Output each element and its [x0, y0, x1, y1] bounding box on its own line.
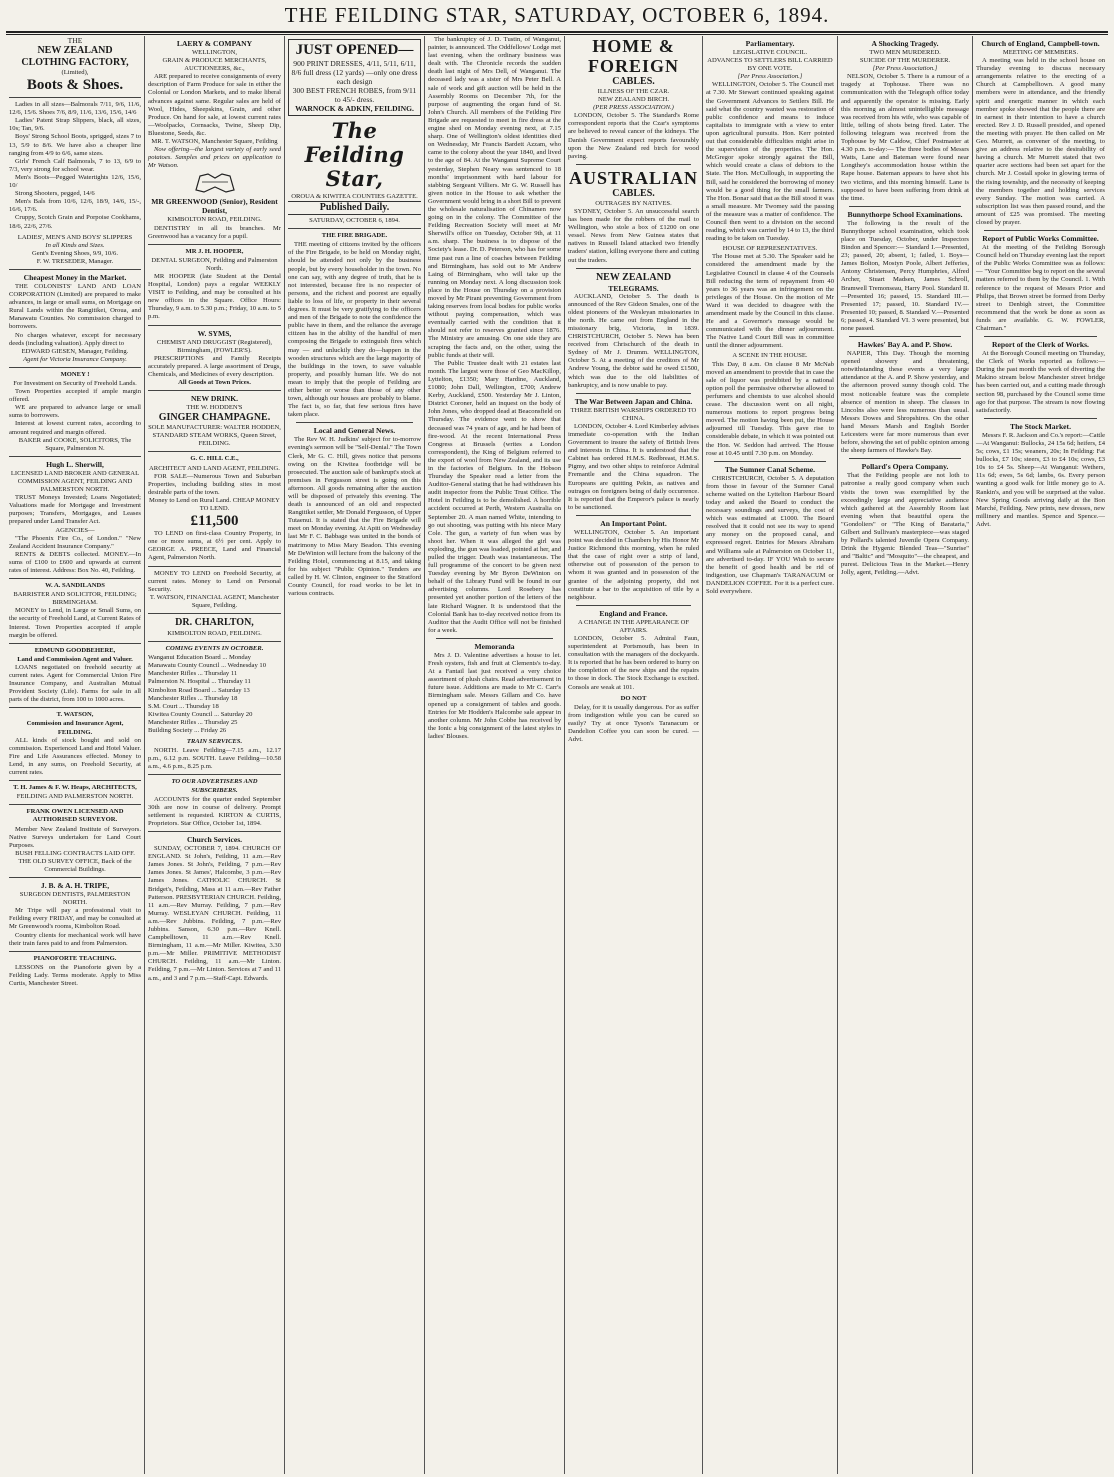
clerk-works-text: At the Borough Council meeting on Thursday, the Clerk of Works reported as follows:—During the past month the work of diverting the Makino stream below Manchester street bridge has been carried out, and a cutting made through section 98, purchased by the Council some time ago for that purpose. The stream is now flowing satisfactorily.: [976, 350, 1105, 414]
england-france-text: LONDON, October 5. Admiral Faun, superintendent at Portsmouth, has been in consultation with the managers of the dockyards. It is reported that he has been ordered to hurry on the completion of the new ships and the repairs to those in dock. The Stock Exchange is excited. Consols are weak at 101.: [568, 634, 699, 691]
pollard-text: That the Feilding people are not loth to patronise a really good company when such visits the town was exemplified by the exceedingly large and appreciative audience which gathered at the Assembly Room last evening when that beautiful opera the "Gondoliers" or "The King of Barataria," Gilbert and Sullivan's masterpiece—was staged by Pollard's talented Juvenile Opera Company. Drink the Hygenic Blended Teas—"Sunrise" and "Baltic" and "Mosquito"—the cheapest, and purest. Delicious Teas in the Market.—Henry Jolly, agent, Feilding.—Advt.: [841, 472, 969, 577]
advertisers-heading: TO OUR ADVERTISERS AND SUBSCRIBERS.: [171, 778, 258, 794]
divider: [148, 613, 281, 614]
divider: [576, 393, 691, 394]
advances-heading: ADVANCES TO SETTLERS BILL CARRIED BY ONE VOTE.: [707, 57, 833, 73]
masthead-rule: [6, 31, 1108, 33]
tripe-text: Mr Tripe will pay a professional visit to Feilding every FRIDAY, and may be consulted at Mr Greenwood's rooms, Kimbolton Road.: [9, 907, 141, 931]
czar-heading: ILLNESS OF THE CZAR.: [597, 88, 670, 95]
factory-name: NEW ZEALAND CLOTHING FACTORY,: [21, 45, 129, 68]
money-text: For Investment on Security of Freehold Lands.: [13, 380, 137, 387]
divider: [576, 515, 691, 516]
column-8: [972, 36, 1108, 1474]
giesen-signature: EDWARD GIESEN, Manager, Feilding.: [21, 347, 129, 355]
do-not-heading: DO NOT: [620, 694, 647, 702]
tragedy-text: NELSON, October 5. There is a rumour of a tragedy at Tophouse. There was no communication with the Telegraph office today and apparently the operator is missing. Early this morning an almost unintelligible message was received from his wife, who was capable of little, telling of shots being fired. Later. The following telegram was received from the Tophouse by Mr Caldow, Chief Postmaster at 4.30 p.m. to-day:— The three bodies of Messrs Watts, Lane and Bateman were found near Longthey's accommodation house within the Rape house. Bateman appears to have shot his two victims, and this morning himself. Lane is supposed to have been suffering from drink at the time.: [841, 73, 969, 202]
public-works-text: At the meeting of the Feilding Borough Council held on Thursday evening last the report of the Public Works Committee was as follows:— "Your Committee beg to report on the several matters referred to them by the Council. 1. With reference to the request of Messrs Prior and Philips, that Brown street be formed from Derby street to Denbigh street, the Committee recommend that the work be done as soon as funds are available. G. W. FOWLER, Chairman.": [976, 244, 1105, 332]
bunnythorpe-heading: Bunnythorpe School Examinations.: [847, 209, 963, 219]
factory-limited: (Limited),: [61, 69, 89, 76]
house-text: The House met at 5.30. The Speaker said he considered the amendment made by the Legislative Council in clause 4 of the Counsels Bill reducing the term of repayment from 40 years to 36 years was an infringement on the privileges of the House. On the motion of Mr Ward it was decided to disagree with the amendment made by the Council in this clause. He and a Governor's message would be communicated with the dinner adjournment. The Native Land Court Bill was in committee until the dinner adjournment.: [706, 253, 834, 350]
rents-text: RENTS & DEBTS collected. MONEY.—In sums of £100 to £600 and upwards at current rates of interest. Address: Box No. 40, Feilding.: [9, 550, 141, 574]
press-association: [Per Press Association.]: [872, 65, 938, 73]
freehold-text: MONEY TO LEND on Freehold Security, at current rates. Money to Lend on Personal Security.: [148, 569, 281, 593]
nz-heading: NEW ZEALAND: [595, 271, 672, 283]
boots-line: Men's Bals from 10/6, 12/6, 18/9, 14/6, 15/-, 16/6, 17/6.: [9, 198, 141, 214]
birch-text: LONDON, October 5. The Standard's Rome correspondent reports that the Czar's symptoms are believed to reveal cancer of the kidneys. The Danish Government expect reports favourably upon the New Zealand red birch for wood paving.: [568, 112, 699, 160]
hooper-name: MR J. H. HOOPER,: [185, 247, 244, 255]
memoranda-text: Mrs J. D. Valentine advertises a house to let. Fresh oysters, fish and fruit at Clements's to-day. At a Fantail last just received a very choice assortment of plush chairs. Read advertisement in future issue. Additions are made to Mr C. Carr's Birmingham sale. Messrs Gillam and Co. have opened up a consignment of tables and goods. Entries for Mr Hodden's Halcombe sale appear in another column. Mr John Cobbe has received by the Ionic a big consignment of the latest styles in ladies' Blouses.: [428, 651, 561, 740]
laery-name: LAERY & COMPANY: [176, 39, 253, 48]
column-4: [424, 36, 564, 1474]
frank-sub: Member New Zealand Institute of Surveyors. Native Surveys undertaken for Land Court Purposes.: [9, 825, 141, 849]
sole-manufacturer: SOLE MANUFACTURER: WALTER HODDEN, STANDARD STEAM WORKS, Queen Street, FEILDING.: [148, 424, 281, 448]
newspaper-flag: The Feilding Star,: [304, 118, 405, 191]
press-association: [Per Press Association.]: [737, 73, 803, 81]
syms-sub: CHEMIST AND DRUGGIST (Registered), Birmingham, (FOWLER'S).: [156, 338, 273, 354]
important-point-text: WELLINGTON, October 5. An important point was decided in Chambers by His Honor Mr Justice Richmond this morning, when he ruled that the case of right over a strip of land, otherwise out of possession of the person to whom it was granted and in possession of the grantee of the adjoining property, did not constitute a bar to the acquisition of title by a neighbour.: [568, 528, 699, 601]
eleven-thousand: £11,500: [190, 513, 239, 530]
divider: [148, 831, 281, 832]
divider: [849, 458, 961, 459]
divider: [288, 228, 421, 229]
pollard-heading: Pollard's Opera Company.: [861, 462, 949, 472]
legislative-council-heading: LEGISLATIVE COUNCIL.: [732, 49, 808, 56]
dentistry-text: DENTISTRY in all its branches. Mr Greenwood has a vacancy for a pupil.: [148, 224, 281, 240]
divider: [148, 244, 281, 245]
hill-name: G. C. HILL C.E.,: [190, 455, 239, 463]
scene-text: This Day, 8 a.m. On clause 8 Mr McNab moved an amendment to provide that in case the sale of liquor was prohibited by a national option poll the permissive otherwise allowed to perfumers and chemists to use alcohol should cease. The discussion went on all night, numerous motions to report progress being moved. The motion having been put, the House adjourned till Tuesday. This gave rise to considerable debate, in which it was pointed out the Hon. W. Seddon had arrived. The House rose at 10.45 until 7.30 p.m. on Monday.: [706, 360, 834, 457]
baker-cooke: BAKER and COOKE, SOLICITORS, The Square, Palmerston N.: [18, 436, 132, 452]
war-heading: The War Between Japan and China.: [574, 396, 693, 406]
accounts-text: ACCOUNTS for the quarter ended September 30th are now in course of delivery. Prompt settlement is requested. KIRTON & CURTIS, Proprietors. Star Office, October 1st, 1894.: [148, 795, 281, 827]
stock-market-text: Messrs F. R. Jackson and Co.'s report:—Cattle—At Wanganui: Bullocks, 24 15s 6d; heifers, £4 5s; cows, £1 15s; weaners, 20s; In Feilding: Fat bullocks, £7 10s; steers, £3 to £4 10s; cows, £3 10s to £4 5s. Sheep—At Wanganui: Wethers, 11s 6d; ewes, 5s 6d; lambs, 6s. Every person wanting a good walk for little money go to A. Rankin's, and you will be surprised at the value. New Spring Goods arriving daily at the Bon Marché, Feilding. New prints, new dresses, new millinery and mantles. Spence and Spence.—Advt.: [976, 431, 1105, 528]
divider: [9, 269, 141, 270]
divider: [148, 566, 281, 567]
divider: [576, 164, 691, 165]
factory-manager: F. W. TRESEDER, Manager.: [36, 257, 114, 265]
column-3: [284, 36, 424, 1474]
masthead: THE FEILDING STAR, SATURDAY, OCTOBER 6, 1894.: [284, 3, 830, 27]
town-properties: Town Properties accepted if ample margin offered.: [9, 388, 141, 404]
event-item: Manchester Rifles ... Thursday 18: [148, 694, 238, 702]
divider: [436, 638, 553, 639]
syms-name: W. SYMS,: [197, 328, 232, 338]
war-text: LONDON, October 4. Lord Kimberley advises immediate co-operation with the Indian Government to insure the safety of British lives and interests in China. It is understood that the Cabinet has ordered H.M.S. Redbreast, H.M.S. Pigmy, and two other ships to reinforce Admiral Fremantle and the China squadron. The Europeans are quitting Pekin, as natives and outrages on foreigners being of daily occurrence. It is reported that the Emperor's palace is nearly to be sanctioned.: [568, 422, 699, 511]
goodbehere-name: EDMUND GOODBEHERE,: [34, 646, 116, 654]
divider: [576, 268, 691, 269]
sandilands-name: W. A. SANDILANDS: [45, 582, 105, 590]
column-6: [702, 36, 837, 1474]
money-lend-text: MONEY to Lend, in Large or Small Sums, on the security of Freehold Land, at Current Rates of Interest. Town Properties accepted if ample margin be offered.: [9, 607, 141, 639]
sumner-heading: The Sumner Canal Scheme.: [724, 464, 816, 474]
goodbehere-sub: Land and Commission Agent and Valuer.: [17, 655, 133, 663]
divider: [9, 780, 141, 781]
boots-line: Ladies in all sizes—Balmorals 7/11, 9/6, 11/6, 12/6, 15/6. Shoes 7/6, 8/9, 11/6, 13/6, 15/6, 14/6: [9, 101, 141, 117]
slippers-heading: LADIES', MEN'S AND BOYS' SLIPPERS: [17, 233, 133, 241]
press-association: (PER PRESS ASSOCIATION.): [593, 104, 674, 112]
boots-line: Cruppy, Scotch Grain and Porpoise Cookhams, 18/6, 22/6, 27/6.: [9, 214, 141, 230]
insurance-agent: Agent for Victoria Insurance Company.: [23, 355, 127, 363]
column-2: [144, 36, 284, 1474]
hooper-sub: DENTAL SURGEON, Feilding and Palmerston North.: [151, 256, 278, 272]
column-5: [564, 36, 702, 1474]
divider: [148, 774, 281, 775]
piano-text: LESSONS on the Pianoforte given by a Feilding Lady. Terms moderate. Apply to Miss Curtis, Manchester Street.: [9, 963, 141, 987]
hooper-text: MR HOOPER (late Student at the Dental Hospital, London) pays a regular WEEKLY VISIT to Feilding, and may be consulted at his new offices in the Square. Office Hours: Thursday, 9 a.m. to 5.30 p.m.; Friday, 10 a.m. to 5 p.m.: [148, 272, 281, 321]
boots-line: Ladies' Patent Strap Slippers, black, all sizes, 10s; Tan, 9/6.: [9, 117, 141, 133]
clerk-works-heading: Report of the Clerk of Works.: [992, 340, 1089, 350]
divider: [9, 578, 141, 579]
charlton-sub: KIMBOLTON ROAD, FEILDING.: [167, 629, 262, 637]
do-not-text: Delay, for it is usually dangerous. For as suffer from indigestion while you can be cured so easily? Try at once Tyson's Taranacum or Dandelion Coffee you can soon be cured. — Advt.: [568, 703, 699, 744]
money-rural: Money to Lend on Rural Land. CHEAP MONEY TO LEND.: [149, 496, 280, 513]
watson-sub: Commission and Insurance Agent, FEILDING.: [26, 720, 124, 736]
important-point-heading: An Important Point.: [600, 518, 667, 528]
laery-text: ARE prepared to receive consignments of every description of Farm Produce for sale in either the Colonial or London Markets, and to make liberal advances against same. Regular sales are held of Wool, Hides, Sheepskins, Grain, and other Produce. On hand for sale, at lowest current rates—Woolpacks, Cornsacks, Twine, Sheep Dip, Bluestone, Seeds, &c.: [148, 73, 281, 137]
divider: [984, 230, 1097, 231]
event-item: Kimbolton Road Board ... Saturday 13: [148, 686, 250, 694]
bush-felling: BUSH FELLING CONTRACTS LAID OFF.: [15, 849, 135, 857]
coming-events-heading: COMING EVENTS IN OCTOBER.: [165, 645, 264, 653]
memoranda-heading: Memoranda: [474, 641, 515, 651]
tripe-name: J. B. & A. H. TRIPE,: [40, 881, 110, 891]
published-daily: Published Daily.: [288, 201, 421, 215]
boots-line: Strong Shooters, pegged, 14/6: [15, 190, 95, 198]
australian-cables: CABLES.: [612, 187, 655, 199]
divider: [148, 641, 281, 642]
flag-subtitle: OROUA & KIWITEA COUNTIES GAZETTE.: [291, 193, 418, 200]
meeting-heading: MEETING OF MEMBERS.: [1002, 49, 1079, 56]
cables-heading: CABLES.: [612, 76, 655, 87]
divider: [9, 97, 141, 98]
tripe-sub: SURGEON DENTISTS, PALMERSTON NORTH.: [19, 891, 131, 907]
warnock-ad: [288, 39, 421, 116]
divider: [9, 951, 141, 952]
boots-line: Boys' Strong School Boots, sprigged, sizes 7 to 13, 5/9 to 8/6. We have also a cheaper line ranging from 4/9 to 6/6, same sizes.: [9, 133, 141, 157]
factory-the: THE: [67, 36, 83, 45]
colonists-note: No charges whatever, except for necessary deeds (including valuation). Apply direct to: [9, 331, 141, 347]
tragedy-heading: A Shocking Tragedy.: [871, 39, 939, 48]
telegrams-heading: TELEGRAMS.: [608, 283, 659, 293]
all-goods: All Goods at Town Prices.: [178, 379, 251, 386]
suicide-sub: SUICIDE OF THE MURDERER.: [859, 57, 951, 65]
french-robes: 300 BEST FRENCH ROBES, from 9/11 to 45/- dress.: [292, 86, 417, 104]
stock-text: ALL kinds of stock bought and sold on commission. Experienced Land and Hotel Valuer. Fire and Life Assurances effected. Money to Lend, in any sums, on Freehold Security, at current rates.: [9, 736, 141, 777]
sumner-text: CHRISTCHURCH, October 5. A deputation from those in favour of the Sumner Canal scheme waited on the Lyttelton Harbour Board today and asked the Board to conduct the necessary soundings and surveys, the cost of which was estimated at £1000. The Board resolved that it could not see its way to spend any money on the proposed canal, and expressed regret. Entries for Messrs Abraham and Williams sale at Palmerston on October 11, are advertised to-day. IF YOU Wish to secure the benefit of good health and be rid of indigestion, use Chapman's TARANACUM or DANDELION COFFEE. For it is a perfect cure. Sold everywhere.: [706, 474, 835, 595]
local-news-text: The Rev W. H. Judkins' subject for to-morrow evening's sermon will be "Self-Denial." The Town Clerk, Mr G. C. Hill, gives notice that persons owing on the Kiwitea footbridge will be prosecuted. The auction sale of bankrupt's stock at premises in Fergusson street is going on this afternoon. All goods remaining after the auction will be disposed of privately this evening. The death is announced of an old and respected Rangitikei settler, Mr Donald Fergusson, of Upper Tutaenui. It is stated that the Fire Brigade will meet on Monday evening. At Apiti on Wednesday last Mr F. C. Babbage was united in the bonds of matrimony to Miss Mary Beadon. This evening Mr DeWinton will lecture from the balcony of the Feilding Hotel, commencing at 8.15, and taking for his subject "Public Opinion." Tenders are called by H. W. Clinton, engineer to the Stratford County Council, for road works to be let in various contracts.: [288, 436, 421, 598]
divider: [296, 422, 413, 423]
divider: [148, 451, 281, 452]
church-services-text: SUNDAY, OCTOBER 7, 1894. CHURCH OF ENGLAND. St John's, Feilding, 11 a.m.—Rev James Jones. St John's, Feilding, 7 p.m.—Rev James Jones. St James', Halcombe, 3 p.m.—Rev James Jones. CATHOLIC CHURCH. St Bridget's, Feilding, Mass at 11 a.m.—Rev Father Patterson. PRESBYTERIAN CHURCH. Feilding, 11 a.m.—Rev Murray. Feilding, 7 p.m.—Rev Murray. WESLEYAN CHURCH. Feilding, 11 a.m.—Rev Jubbins. Feilding, 7 p.m.—Rev Jubbins. Sanson, 6.30 p.m.—Rev Knell. Campbelltown, 11 a.m.—Rev Knell. Birmingham, 11 a.m.—Mr Miller. Kiwitea, 3.30 p.m.—Mr Miller. PRIMITIVE METHODIST CHURCH. Feilding, 11 a.m.—Mr Linton. Feilding, 7 p.m.—Mr Linton. Services at 7 and 11 a.m., and 3 and 7 p.m.—Staff-Capt. Edwards.: [148, 845, 281, 982]
event-item: Building Society ... Friday 26: [148, 727, 227, 734]
gents-shoes: Gent's Evening Shoes, 9/9, 10/6.: [32, 249, 118, 257]
ginger-champagne: GINGER CHAMPAGNE.: [158, 412, 271, 424]
sandilands-sub: BARRISTER AND SOLICITOR, FEILDING; BIRMINGHAM.: [13, 591, 137, 607]
just-opened: JUST OPENED—: [295, 42, 414, 58]
phoenix-text: "The Phoenix Fire Co., of London." "New Zealand Accident Insurance Company.": [9, 534, 141, 550]
agencies-label: AGENCIES—: [55, 526, 95, 534]
divider: [984, 336, 1097, 337]
birch-heading: NEW ZEALAND BIRCH.: [597, 96, 670, 104]
church-services-heading: Church Services.: [186, 835, 243, 845]
fire-brigade-heading: THE FIRE BRIGADE.: [321, 232, 388, 240]
parliamentary-heading: Parliamentary.: [745, 39, 795, 48]
columns: [6, 36, 1108, 1474]
event-item: Manchester Rifles ... Thursday 25: [148, 718, 238, 726]
dateline: SATURDAY, OCTOBER 6, 1894.: [309, 217, 400, 225]
boots-heading: Boots & Shoes.: [26, 77, 124, 94]
divider: [9, 643, 141, 644]
australian-heading: AUSTRALIAN: [568, 167, 699, 188]
stock-market-heading: The Stock Market.: [1010, 421, 1071, 431]
home-foreign-heading: HOME & FOREIGN: [587, 36, 679, 76]
colonists-ad: THE COLONISTS' LAND AND LOAN CORPORATION (Limited) are prepared to make advances, in large or small sums, on Mortgage on Rural Lands within the Rangitikei, Oroua, and Manawatu Counties. No commission charged to borrowers.: [9, 282, 141, 331]
laery-place: WELLINGTON,: [191, 49, 238, 56]
watson-signature: MR. T. WATSON, Manchester Square, Feilding: [151, 138, 278, 146]
slippers-sub: In all Kinds and Sizes.: [45, 241, 105, 249]
outrage-heading: OUTRAGES BY NATIVES.: [595, 199, 672, 207]
divider: [9, 456, 141, 457]
money-heading: MONEY !: [60, 370, 90, 378]
piano-heading: PIANOFORTE TEACHING.: [33, 954, 117, 962]
country-text: Country clients for mechanical work will have their train fares paid to and from Palmerston.: [9, 931, 141, 947]
fire-brigade-text: THE meeting of citizens invited by the officers of the Fire Brigade, to be held on Monday night, should be attended not only by the business people, but by every householder in the town. No one can say, with any degree of truth, that he is not interested, because fire is no respecter of persons, and the richest and poorest are equally liable to loss of life, or property in their several degrees. It must be very gratifying to the officers and men of the Brigade to note the confidence the public have in them, and the reliance the average citizen has in the ability of the handful of men composing the Brigade to extinguish fires which may — and unluckily they do—happen in the wooden structures which are the large majority of the buildings in the town, to save valuable property, and possibly human life. We do not mean to imply that the people of Feilding are either better or worse than those of any other town, although our houses are probably to blame. The fact is, so far, that few serious fires have taken place.: [288, 241, 421, 419]
column-7: [837, 36, 972, 1474]
survey-office: THE OLD SURVEY OFFICE, Back of the Commercial Buildings.: [18, 857, 132, 873]
tragedy-sub: TWO MEN MURDERED.: [869, 49, 941, 56]
event-item: Palmerston N. Hospital ... Thursday 11: [148, 678, 251, 686]
divider: [9, 367, 141, 368]
event-item: Manchester Rifles ... Thursday 11: [148, 670, 238, 678]
divider: [9, 804, 141, 805]
loans-text: LOANS negotiated on freehold security at current rates. Agent for Commercial Union Fire Insurance Company, and Australian Mutual Provident Society (Life). Farms for sale in all parts of the district, from 100 to 1000 acres.: [9, 663, 141, 704]
local-news-heading: Local and General News.: [313, 426, 396, 436]
divider: [984, 418, 1097, 419]
greenwood-sub: KIMBOLTON ROAD, FEILDING.: [167, 216, 262, 224]
divider: [148, 390, 281, 391]
legislative-text: WELLINGTON, October 5. The Council met at 7.30. Mr Stewart continued speaking against the Government Advances to Settlers Bill. He said what the country wanted was restoration of public confidence and means to induce capitalists to immigrate with a view to enter upon agricultural pursuits. Hon. Kerr pointed out that considerable difficulties might arise in the supervision of the properties. The Hon. McGregor spoke strongly against the Bill, which would create a class of debtors to the State. The Hon. McCullough, in supporting the Bill, said he considered the borrowing of money would be a good thing for the small farmers. The Hon. Bonar said that as the Bill stood it was a small measure. Mr Twomey said the passing of the measure was a matter of confidence. The Council then went to a division on the second reading, which was carried by 14 to 13, the third reading to be taken on Tuesday.: [706, 81, 835, 243]
church-campbelltown-heading: Church of England, Campbell-town.: [981, 39, 1100, 48]
divider: [714, 461, 826, 462]
divider: [576, 605, 691, 606]
sherwill-name: Hugh L. Sherwill,: [46, 459, 104, 469]
prescriptions-text: PRESCRIPTIONS and Family Receipts accurately prepared. A large assortment of Drugs, Chemicals, and Medicines of every description.: [148, 354, 281, 378]
charlton-name: DR. CHARLTON,: [175, 616, 254, 628]
print-dresses: 900 PRINT DRESSES, 4/11, 5/11, 6/11, 8/6 full dress (12 yards) —only one dress each design: [291, 59, 418, 86]
event-item: S.M. Court ... Thursday 18: [148, 702, 219, 710]
house-heading: HOUSE OF REPRESENTATIVES.: [722, 245, 818, 253]
column-1: [6, 36, 144, 1474]
event-item: Kiwitea County Council ... Saturday 20: [148, 710, 253, 718]
hodden-the: THE W. HODDEN'S: [186, 404, 243, 412]
greenwood-name: MR GREENWOOD (Senior), Resident Dentist,: [151, 197, 278, 216]
trust-text: TRUST Moneys Invested; Loans Negotiated; Valuations made for Mortgage and Investment purposes; Transfers, Mortgages, and Leases prepared under Land Transfer Act.: [9, 494, 141, 526]
train-services-heading: TRAIN SERVICES.: [186, 738, 243, 746]
hill-sub: ARCHITECT AND LAND AGENT, FEILDING.: [149, 464, 280, 472]
watson-financial: T. WATSON, FINANCIAL AGENT, Manchester Square, Feilding.: [149, 593, 280, 609]
england-france-sub: A CHANGE IN THE APPEARANCE OF AFFAIRS.: [577, 618, 690, 634]
we-are-prepared: WE are prepared to advance large or small sums to borrowers.: [9, 404, 141, 420]
sherwill-sub: LICENSED LAND BROKER AND GENERAL COMMISSION AGENT, FEILDING AND PALMERSTON NORTH.: [10, 469, 140, 494]
watson-name: T. WATSON,: [56, 711, 94, 719]
heaps-name: T. H. James & F. W. Heaps, ARCHITECTS,: [13, 784, 137, 792]
news-text-bottom: The Public Trustee dealt with 21 estates last month. The largest were those of Geo MacKillop, Lyttelton, £1350; Mary Hardine, Auckland, £1080; John Dall, Wellington, £700; Andrew Kerby, Auckland, £500. Yesterday Mr J. Linton, District Coroner, held an inquest on the body of John Jones, who dropped dead at Beaconsfield on Thursday. The evidence went to show that deceased was 74 years of age, and he had been of fire-wood. At the recent International Press Congress at Brussels (writes a London correspondent), the King of Belgium referred to the export of wool from New Zealand, and its use in the factories of Belgium. In the Hobson Thursday the Speaker read a letter from the Auditor-General stating that he had withdrawn his audit inspector from the Public Trust Office. The Hotel in Feilding is to be demolished. A horrible accident occurred at Perth, Western Australia on September 20. A man named White, intending to go out shooting, was putting with his niece Mary Cole. The gun, a variety of fun when was by shoot her. When it was alleged the girl was exploding, the gun was loaded, pointed at her, and pulled the trigger. Death was instantaneous. The full programme of the concert to be given next Tuesday evening by Mr Byron DeWinton on behalf of the Library Fund will be found in our advertising columns. Lord Rosebery has presented yet another portion of the letters of the late Richard Wagner. It is understood that the Colonial Bank has to-day received notice from its Auditor that the Audit Office will not be finished for a week.: [428, 359, 561, 634]
interest-text: Interest at lowest current rates, according to amount required and margin offered.: [9, 420, 141, 436]
new-drink-heading: NEW DRINK.: [190, 394, 239, 404]
nz-telegrams-text: AUCKLAND, October 5. The death is announced of the Rev Gideon Smales, one of the oldest pioneers of the Wesleyan missionaries in the north. He came out from England in the missionary brig, Victoria, in 1839. CHRISTCHURCH, October 5. News has been received from Chrischurch of the death in Sydney of Mr J. Drumm. WELLINGTON, October 5. At a meeting of the creditors of Mr Andrew Young, the debtor said he owed £1500, which was due to the old liabilities of bankruptcy, and is now unable to pay.: [568, 292, 699, 389]
boots-line: Men's Boots—Pegged Watertights 12/6, 15/6, 10/: [9, 173, 141, 190]
masthead-rule-thin: [6, 34, 1108, 35]
public-works-heading: Report of Public Works Committee.: [982, 234, 1099, 244]
for-sale-text: FOR SALE—Numerous Town and Suburban Properties, including building sites in most desirable parts of the town.: [148, 472, 281, 496]
divider: [849, 206, 961, 207]
heaps-sub: FEILDING AND PALMERSTON NORTH.: [16, 793, 134, 801]
frank-owen: FRANK OWEN LICENSED AND AUTHORISED SURVEYOR.: [26, 808, 124, 824]
warnock-adkin: WARNOCK & ADKIN, FEILDING.: [295, 104, 414, 113]
bunnythorpe-text: The following is the result of the Bunnythorpe school examination, which took place on Tuesday, October, under Inspectors Bindon and Spencer:— Standard I.—Presented, 23; passed, 20; absent, 1; failed, 1. Boys—James Bolton, Mostyn Poole, Albert Jefferies, Antony Christensen, Percy Humphries, Alfred Archer, Stuart Madsen, James Schroll, Bramwell Tremonseau, Harry Pool. Standard II.—Presented 16; passed, 15. Standard III.—Presented 17; passed, 10. Standard IV.—Presented 10; passed, 8. Standard V.—Presented 6; passed, 4. Standard VI. 3 were presented, but none passed.: [841, 219, 969, 332]
boots-line: Girls' French Calf Balmorals, 7 to 13, 6/9 to 7/3, very strong for school wear.: [9, 157, 141, 173]
hawkes-bay-text: NAPIER, This Day. Though the morning opened showery and threatening, notwithstanding these events a very large attendance at the A. and P. Show yesterday, and the afternoon proved sunny though cold. The most noticeable feature was the complete absence of mention in sheep. The classes in Lincolns also were less numerous than usual. Messrs Dowes and Shropshires. On the other hand Messrs Marsh and English Border Leicesters were far more numerous than ever before, showing the set of public opinion among the sheep farmers of Hawke's Bay.: [841, 350, 969, 455]
england-france-heading: England and France.: [599, 608, 668, 618]
divider: [9, 707, 141, 708]
divider: [849, 336, 961, 337]
divider: [9, 877, 141, 878]
laery-sub: GRAIN & PRODUCE MERCHANTS, AUCTIONEERS, &c.,: [162, 57, 267, 73]
dentist-sign-icon: [192, 172, 238, 194]
outrage-text: SYDNEY, October 5. An unsuccessful search has been made for the robbers of the mail to Wellington, who stole a box of £1200 on one vessel. News from New Guinea states that natives in Russell Island attacked two friendly traders' station, killing everyone there and cutting out the traders.: [568, 207, 699, 264]
church-campbelltown-text: A meeting was held in the school house on Thursday evening to discuss necessary arrangements relative to the erecting of a Church at Campbelltown. A good many members were in attendance, and the friendly spirit and energetic manner in which each member spoke showed that the people there are in earnest in their intention to have a church erected. Rev J. D. Russell presided, and opened the meeting with prayer. He then called on Mr Geo. Murrett, as convener of the meeting, to give an address relative to the desirability of having a church. Mr Murrett stated that two quarter acre sections had been set apart for the church. Mr J. Costall spoke in glowing terms of the rising township, and the necessity of keeping the members together and holding services every Sunday. The motion was carried. A subscription list was then passed round, and the amount of £25 was promised. The meeting closed by prayer.: [976, 57, 1105, 226]
war-sub: THREE BRITISH WARSHIPS ORDERED TO CHINA.: [570, 406, 697, 422]
train-text: NORTH. Leave Feilding—7.15 a.m., 12.17 p.m., 6.12 p.m. SOUTH. Leave Feilding—10.58 a.m., 4.6 p.m., 8.25 p.m.: [148, 747, 281, 771]
eleven-text: TO LEND on first-class Country Property, in one or more sums, at 6½ per cent. Apply to GEORGE A. PREECE, Land and Financial Agent, Palmerston North.: [148, 530, 281, 562]
divider: [148, 325, 281, 326]
cheapest-money-heading: Cheapest Money in the Market.: [23, 272, 127, 282]
scene-heading: A SCENE IN THE HOUSE.: [732, 352, 808, 360]
event-item: Wanganui Education Board ... Monday: [148, 654, 251, 662]
news-text-top: The bankruptcy of J. D. Tustin, of Wanganui, painter, is announced. The Oddfellows' Lodge met last evening, when the ordinary business was dealt with. The Chronicle records the sudden death last night of Mrs Dell, of Wanganui. The deceased lady was a sister of Mrs Peter Bell. A sale of work and gift auction will be held in the Assembly Rooms on December 7th, for the purpose of augmenting the organ fund of St. John's Church. All members of the Feilding Fire Brigade are requested to meet in fire dress at the engine shed on Monday evening next, at 7.15 sharp. One of Wellington's oldest identities died on Wednesday, Mr Francis Bardett Azzam, who came to the colony about the year 1840, and lived to the age of 84. At the Wanganui Supreme Court yesterday, Stephen Neary was sentenced to 18 months' imprisonment with hard labour for stabbing Sergeant Villiers. Mr G. W. Russell has given notice in the House to ask whether the Government would bring in a short Bill to prevent the wholesale naturalisation of Chinamen now going on in the colony. The Committee of the Feilding Recreation Society will meet at Mr Sherwill's office on Tuesday, October 9th, at 11 a.m. sharp. The business is to dispose of the Society's lease. Dr. D. Peterson, who has for some time past run a line of coaches between Feilding and Birmingham, has sold out to Mr Andrew Laing of Birmingham, who will take up the running on Monday next. A long discussion took place in the House on Thursday on a provision moved by Mr Pirani preventing Government from taking reserves from local bodies for public works without paying compensation, which was eventually carried with the condition that it should not refer to reserves granted since 1876. The Ministry are amusing. On one side they are scraping the facts and, on the other, using the public funds at their will.: [428, 36, 562, 359]
hawkes-bay-heading: Hawkes' Bay A. and P. Show.: [857, 340, 953, 350]
seed-notice: Now offering—the largest variety of early seed potatoes. Samples and prices on application to Mr Watson.: [148, 146, 281, 170]
event-item: Manawatu County Council ... Wednesday 10: [148, 662, 267, 670]
